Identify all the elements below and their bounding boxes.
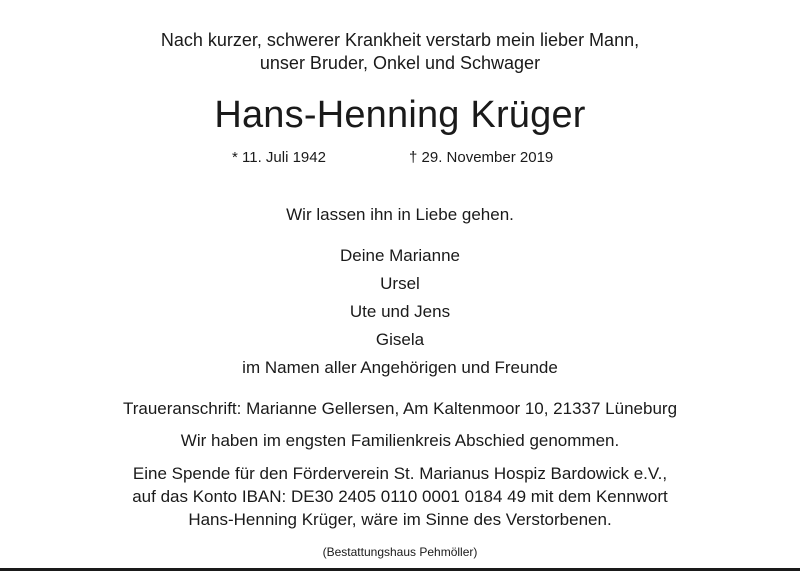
private-farewell-note: Wir haben im engsten Familienkreis Abschied genommen. [180, 431, 620, 450]
intro-line-2: unser Bruder, Onkel und Schwager [259, 53, 541, 73]
mourners-all-relatives: im Namen aller Angehörigen und Freunde [242, 358, 558, 377]
deceased-name: Hans-Henning Krüger [214, 94, 586, 136]
mourner-name: Ursel [380, 274, 420, 293]
mourner-name: Gisela [375, 330, 425, 349]
death-date: † 29. November 2019 [409, 149, 554, 166]
farewell-line: Wir lassen ihn in Liebe gehen. [286, 205, 514, 224]
donation-line-3: Hans-Henning Krüger, wäre im Sinne des Verstorbenen. [188, 510, 612, 529]
birth-date: * 11. Juli 1942 [232, 149, 326, 166]
funeral-home: (Bestattungshaus Pehmöller) [322, 545, 478, 559]
mourner-name: Deine Marianne [339, 246, 460, 265]
mourner-name: Ute und Jens [349, 302, 451, 321]
intro-line-1: Nach kurzer, schwerer Krankheit verstarb mein lieber Mann, [160, 30, 640, 50]
mourning-address: Traueranschrift: Marianne Gellersen, Am Kaltenmoor 10, 21337 Lüneburg [122, 399, 678, 418]
donation-line-2: auf das Konto IBAN: DE30 2405 0110 0001 0184 49 mit dem Kennwort [132, 487, 668, 506]
donation-line-1: Eine Spende für den Förderverein St. Marianus Hospiz Bardowick e.V., [132, 464, 668, 483]
